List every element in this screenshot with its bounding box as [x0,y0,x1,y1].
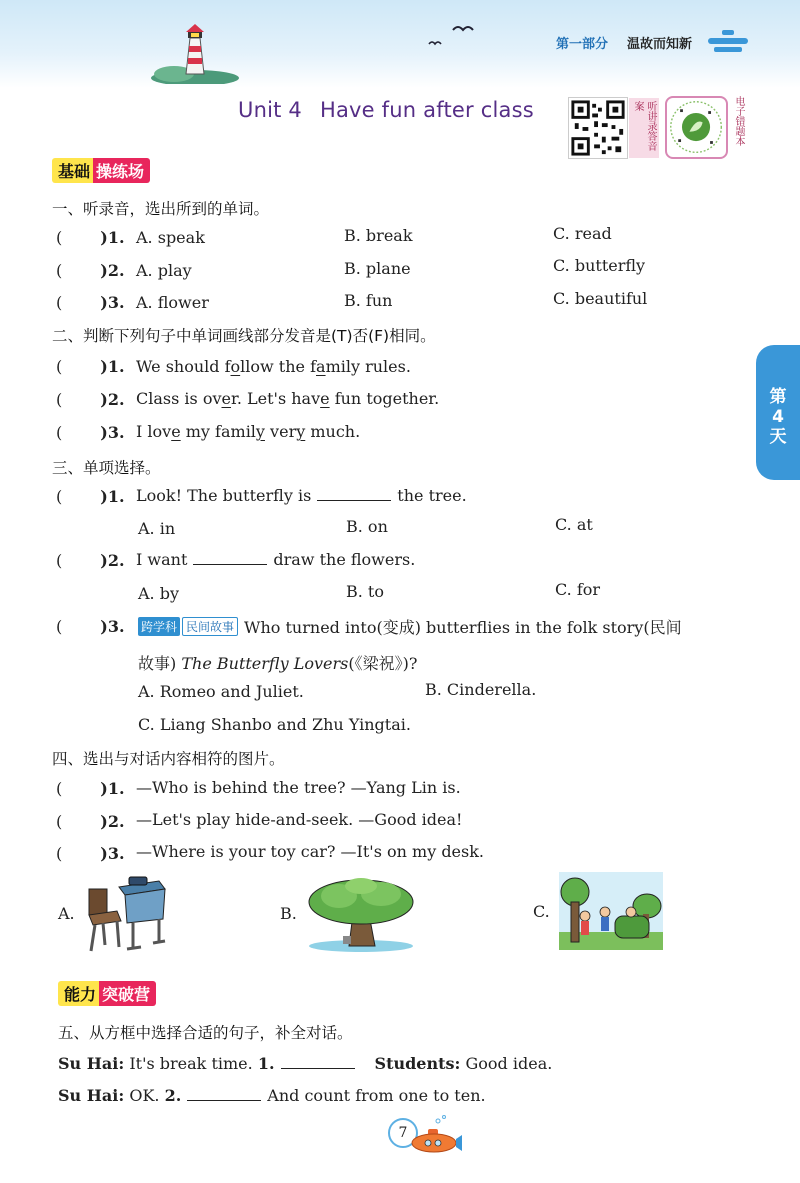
part3-q1-answer[interactable]: ( )1. [56,487,125,506]
part3-q1-option-a: A. in [138,519,176,538]
picture-c-label: C. [533,902,550,921]
day-side-tab [756,345,800,480]
part3-q1-option-b: B. on [346,517,388,536]
badge-ability-b: 突破营 [99,981,156,1006]
part1-item2-option-b: B. plane [344,259,411,278]
badge-basic-b: 操练场 [93,158,150,183]
part1-item2-option-c: C. butterfly [553,256,646,275]
day-tab-line3: 天 [769,427,787,447]
qr-code-icon[interactable] [568,97,628,159]
part1-item3-option-c: C. beautiful [553,289,648,308]
part3-q1-option-c: C. at [555,515,593,534]
part3-q3-answer[interactable]: ( )3. [56,617,125,636]
header-decoration-icon [708,30,748,52]
part4-item1-answer[interactable]: ( )1. [56,779,125,798]
part3-q2-option-a: A. by [138,584,180,603]
part3-q1-blank[interactable] [317,489,391,501]
part5-blank-1[interactable] [281,1057,355,1069]
part3-q2-option-b: B. to [346,582,384,601]
header-part-label: 第一部分 [556,37,609,52]
part1-item1-answer[interactable]: ( )1. [56,228,125,247]
part2-item1-sentence: We should follow the family rules. [136,357,411,376]
submarine-icon [408,1115,463,1157]
day-tab-line2: 4 [772,407,784,427]
part4-item3-answer[interactable]: ( )3. [56,844,125,863]
part1-item3-option-b: B. fun [344,291,393,310]
part3-q3-option-a: A. Romeo and Juliet. [138,682,304,701]
part3-q2-answer[interactable]: ( )2. [56,551,125,570]
part4-item2-dialogue: —Let's play hide-and-seek. —Good idea! [136,810,463,829]
part5-line1: Su Hai: It's break time. 1. Students: Good idea. [58,1054,553,1073]
part1-item2-answer[interactable]: ( )2. [56,261,125,280]
part3-q3-option-b: B. Cinderella. [425,680,537,699]
part2-item1-answer[interactable]: ( )1. [56,357,125,376]
error-book-qr-icon[interactable] [665,96,728,159]
part4-item2-answer[interactable]: ( )2. [56,812,125,831]
picture-b-label: B. [280,904,297,923]
part5-line2: Su Hai: OK. 2. And count from one to ten. [58,1086,486,1105]
part5-heading: 五、从方框中选择合适的句子，补全对话。 [58,1024,353,1042]
unit-title [238,98,534,122]
unit-number: Unit 4 [238,98,302,122]
badge-basic-a: 基础 [52,158,93,183]
section-badge-ability [58,981,156,1006]
part2-item3-answer[interactable]: ( )3. [56,423,125,442]
lighthouse-illustration [150,22,240,84]
part2-heading: 二、判断下列句子中单词画线部分发音是(T)否(F)相同。 [52,327,436,345]
cross-subject-tag: 跨学科 [138,617,180,636]
page-number: 7 [388,1118,418,1148]
part3-q3-question-line1: 跨学科 民间故事 Who turned into(变成) butterflies in the folk story(民间 [138,615,682,638]
birds-illustration [425,22,475,50]
part1-item3-answer[interactable]: ( )3. [56,293,125,312]
part3-q1-question: Look! The butterfly is the tree. [136,486,467,505]
part3-q2-blank[interactable] [193,553,267,565]
badge-ability-a: 能力 [58,981,99,1006]
part4-item3-dialogue: —Where is your toy car? —It's on my desk. [136,842,485,861]
part3-q3-option-c: C. Liang Shanbo and Zhu Yingtai. [138,715,411,734]
section-badge-basic [52,158,150,183]
picture-a-label: A. [58,904,75,923]
part3-q3-question-line2: 故事) The Butterfly Lovers(《梁祝》)? [138,654,418,673]
part1-item1-option-a: A. speak [136,228,205,247]
part4-heading: 四、选出与对话内容相符的图片。 [52,750,285,768]
part1-item2-option-a: A. play [136,261,192,280]
hide-and-seek-picture[interactable] [559,872,663,950]
desk-chair-picture[interactable] [83,873,167,955]
qr-listen-label: 听讲录答音案 [629,98,659,158]
part1-item1-option-c: C. read [553,224,612,243]
part1-heading: 一、听录音，选出所到的单词。 [52,200,270,218]
folk-story-tag: 民间故事 [182,617,238,636]
big-tree-picture[interactable] [305,874,417,952]
part2-item2-answer[interactable]: ( )2. [56,390,125,409]
part2-item2-sentence: Class is over. Let's have fun together. [136,389,440,408]
unit-name: Have fun after class [320,98,534,122]
part3-heading: 三、单项选择。 [52,459,161,477]
part4-item1-dialogue: —Who is behind the tree? —Yang Lin is. [136,778,461,797]
header-motto: 温故而知新 [627,37,693,52]
part1-item3-option-a: A. flower [136,293,209,312]
part3-q2-question: I want draw the flowers. [136,550,416,569]
part2-item3-sentence: I love my family very much. [136,422,361,441]
error-book-label: 电子错题本 [733,96,744,146]
part1-item1-option-b: B. break [344,226,413,245]
part3-q2-option-c: C. for [555,580,601,599]
part5-blank-2[interactable] [187,1089,261,1101]
day-tab-line1: 第 [769,387,787,407]
